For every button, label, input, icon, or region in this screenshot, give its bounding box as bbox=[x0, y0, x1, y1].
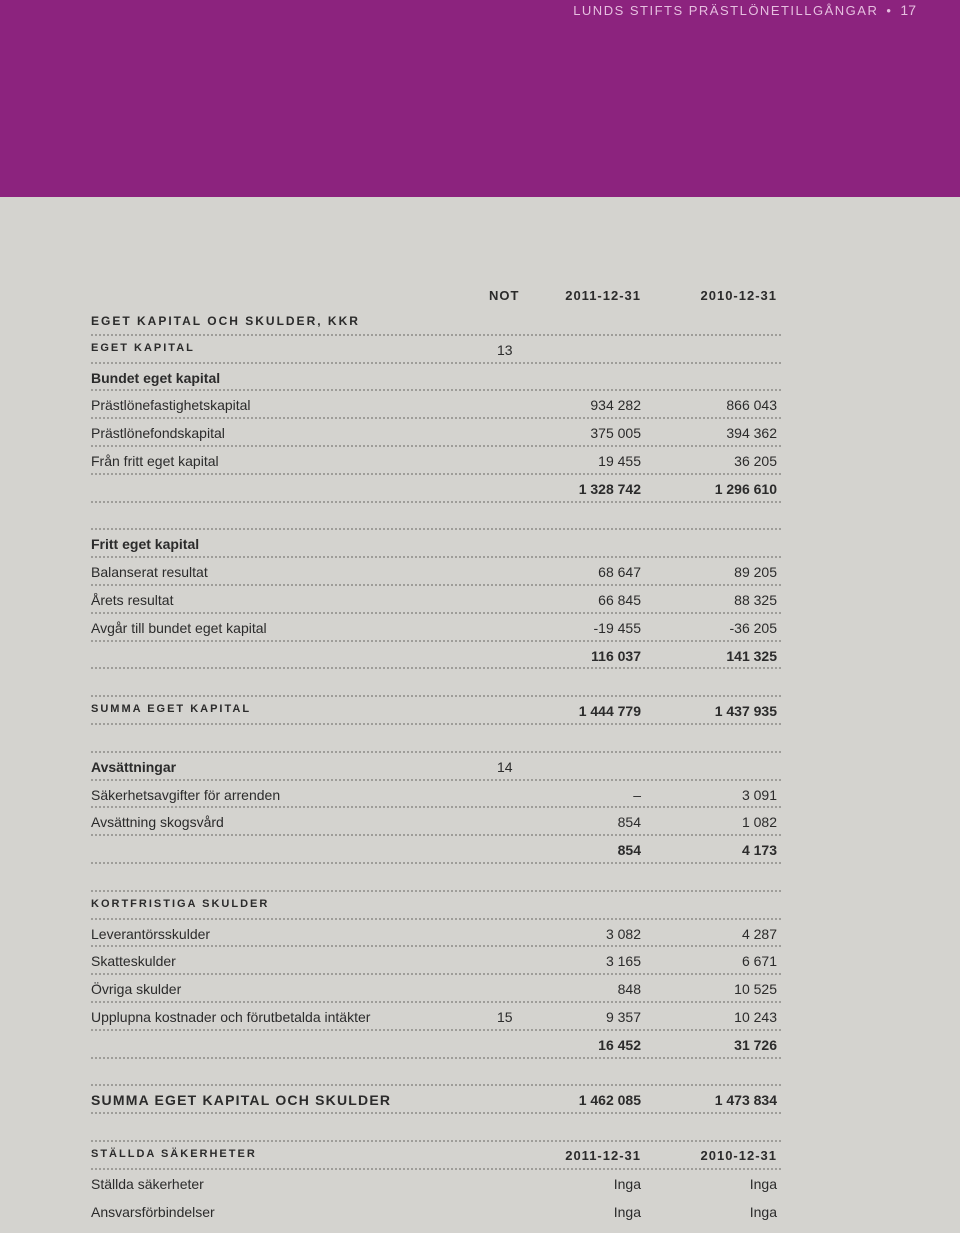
eget-kapital-row bbox=[91, 336, 781, 364]
running-title: LUNDS STIFTS PRÄSTLÖNETILLGÅNGAR bbox=[573, 3, 879, 18]
row-label: Säkerhetsavgifter för arrenden bbox=[91, 786, 281, 803]
row-label: Upplupna kostnader och förutbetalda intäkter bbox=[91, 1008, 371, 1025]
eget-kapital-label: EGET KAPITAL bbox=[91, 341, 195, 354]
table-row bbox=[91, 781, 781, 809]
spacer-row bbox=[91, 1114, 781, 1142]
value-2010: 88 325 bbox=[734, 591, 777, 608]
summa-eget-kapital-row bbox=[91, 697, 781, 725]
table-row bbox=[91, 1170, 781, 1198]
subheading-row bbox=[91, 530, 781, 558]
row-label: Ställda säkerheter bbox=[91, 1175, 204, 1192]
col-2010-header: 2010-12-31 bbox=[700, 288, 777, 303]
subtotal-2011: 854 bbox=[617, 842, 641, 859]
col-not-header: NOT bbox=[489, 288, 520, 303]
subtotal-2010: 4 173 bbox=[741, 842, 777, 859]
table-row bbox=[91, 947, 781, 975]
value-2011: Inga bbox=[613, 1203, 641, 1220]
value-2010: 6 671 bbox=[741, 953, 777, 970]
row-label: Från fritt eget kapital bbox=[91, 452, 219, 469]
table-row bbox=[91, 920, 781, 948]
table-row bbox=[91, 558, 781, 586]
col-2011-header: 2011-12-31 bbox=[565, 288, 641, 303]
stallda-col-2011: 2011-12-31 bbox=[565, 1147, 641, 1163]
value-2010: Inga bbox=[749, 1203, 777, 1220]
note-number: 15 bbox=[497, 1008, 513, 1025]
value-2011: 934 282 bbox=[590, 397, 641, 414]
table-row bbox=[91, 614, 781, 642]
kortfristiga-title: KORTFRISTIGA SKULDER bbox=[91, 897, 270, 910]
value-2010: 394 362 bbox=[726, 425, 777, 442]
value-2011: 9 357 bbox=[605, 1008, 641, 1025]
subtotal-row bbox=[91, 836, 781, 864]
note-number: 14 bbox=[497, 758, 513, 775]
summa-eget-2010: 1 437 935 bbox=[714, 703, 777, 720]
stallda-title: STÄLLDA SÄKERHETER bbox=[91, 1147, 257, 1160]
row-label: Leverantörsskulder bbox=[91, 925, 211, 942]
table-row bbox=[91, 975, 781, 1003]
subtotal-2010: 31 726 bbox=[734, 1036, 777, 1053]
value-2010: 866 043 bbox=[726, 397, 777, 414]
subtotal-2011: 1 328 742 bbox=[578, 480, 641, 497]
value-2011: 3 082 bbox=[605, 925, 641, 942]
stallda-col-2010: 2010-12-31 bbox=[700, 1147, 777, 1163]
value-2011: 66 845 bbox=[598, 591, 641, 608]
bundet-title: Bundet eget kapital bbox=[91, 369, 221, 386]
subtotal-2011: 16 452 bbox=[598, 1036, 641, 1053]
value-2011: 19 455 bbox=[598, 452, 641, 469]
value-2011: 68 647 bbox=[598, 564, 641, 581]
spacer-row bbox=[91, 725, 781, 753]
value-2010: 3 091 bbox=[741, 786, 777, 803]
row-label: Balanserat resultat bbox=[91, 564, 208, 581]
value-2010: 89 205 bbox=[734, 564, 777, 581]
spacer-row bbox=[91, 864, 781, 892]
stallda-header-row bbox=[91, 1142, 781, 1170]
value-2011: 848 bbox=[617, 981, 641, 998]
note-number: 13 bbox=[497, 341, 513, 358]
table-row bbox=[91, 808, 781, 836]
subheading-row bbox=[91, 364, 781, 392]
header-banner bbox=[0, 0, 960, 197]
row-label: Avsättning skogsvård bbox=[91, 814, 224, 831]
separator-dot: • bbox=[886, 3, 893, 18]
subtotal-row bbox=[91, 1031, 781, 1059]
summa-total-row bbox=[91, 1086, 781, 1114]
summa-eget-2011: 1 444 779 bbox=[578, 703, 641, 720]
subtotal-2010: 1 296 610 bbox=[714, 480, 777, 497]
table-row bbox=[91, 447, 781, 475]
summa-total-label: SUMMA EGET KAPITAL OCH SKULDER bbox=[91, 1092, 392, 1109]
table-row bbox=[91, 1198, 781, 1226]
fritt-title: Fritt eget kapital bbox=[91, 536, 200, 553]
value-2011: -19 455 bbox=[593, 619, 641, 636]
value-2010: -36 205 bbox=[729, 619, 777, 636]
subtotal-row bbox=[91, 475, 781, 503]
row-label: Avgår till bundet eget kapital bbox=[91, 619, 267, 636]
value-2010: 10 243 bbox=[734, 1008, 777, 1025]
page-number: 17 bbox=[900, 2, 916, 18]
row-label: Årets resultat bbox=[91, 591, 174, 608]
value-2011: 854 bbox=[617, 814, 641, 831]
column-header-row bbox=[91, 282, 781, 308]
value-2010: 36 205 bbox=[734, 452, 777, 469]
row-label: Skatteskulder bbox=[91, 953, 176, 970]
value-2011: – bbox=[633, 786, 641, 803]
avsattningar-title: Avsättningar bbox=[91, 758, 177, 775]
row-label: Övriga skulder bbox=[91, 981, 182, 998]
row-label: Prästlönefastighetskapital bbox=[91, 397, 251, 414]
row-label: Prästlönefondskapital bbox=[91, 425, 225, 442]
summa-eget-label: SUMMA EGET KAPITAL bbox=[91, 703, 252, 716]
value-2010: 4 287 bbox=[741, 925, 777, 942]
subheading-row bbox=[91, 753, 781, 781]
section-title: EGET KAPITAL OCH SKULDER, KKR bbox=[91, 314, 360, 328]
subtotal-row bbox=[91, 642, 781, 670]
value-2011: 3 165 bbox=[605, 953, 641, 970]
value-2010: 1 082 bbox=[741, 814, 777, 831]
subtotal-2011: 116 037 bbox=[591, 647, 641, 664]
value-2011: Inga bbox=[613, 1175, 641, 1192]
row-label: Ansvarsförbindelser bbox=[91, 1203, 215, 1220]
table-row bbox=[91, 1003, 781, 1031]
table-row bbox=[91, 391, 781, 419]
section-title-row bbox=[91, 308, 781, 336]
spacer-row bbox=[91, 669, 781, 697]
running-header bbox=[573, 2, 916, 18]
subtotal-2010: 141 325 bbox=[726, 647, 777, 664]
table-row bbox=[91, 586, 781, 614]
value-2011: 375 005 bbox=[590, 425, 641, 442]
summa-total-2010: 1 473 834 bbox=[714, 1092, 777, 1109]
summa-total-2011: 1 462 085 bbox=[578, 1092, 641, 1109]
balance-sheet-table bbox=[91, 282, 781, 1225]
value-2010: Inga bbox=[749, 1175, 777, 1192]
spacer-row bbox=[91, 1059, 781, 1087]
spacer-row bbox=[91, 503, 781, 531]
value-2010: 10 525 bbox=[734, 981, 777, 998]
table-row bbox=[91, 419, 781, 447]
subheading-row bbox=[91, 892, 781, 920]
